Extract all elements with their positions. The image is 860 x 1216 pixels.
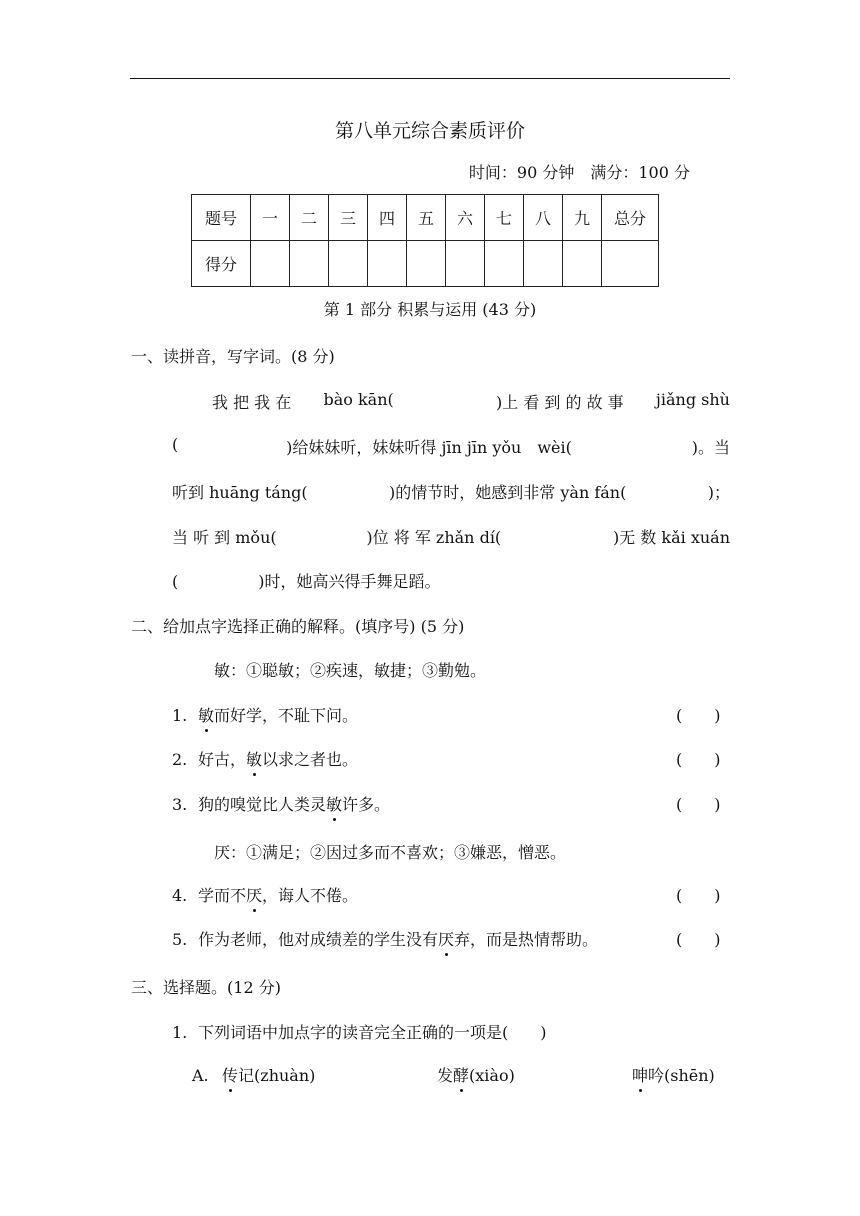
passage-text: jiǎng shù xyxy=(655,390,730,409)
definition-char: 厌： xyxy=(214,843,247,862)
question-text: 弃，而是热情帮助。 xyxy=(454,930,599,949)
dotted-char: 酵 xyxy=(453,1063,469,1086)
section-title: 三、选择题。 xyxy=(131,978,228,997)
passage-text: 听到 huāng táng( xyxy=(172,483,308,502)
definition-line xyxy=(214,658,486,681)
score-input-cell[interactable] xyxy=(485,241,524,287)
score-cell: 二 xyxy=(290,195,329,241)
passage-text: )无 数 kǎi xuán xyxy=(612,528,730,547)
dotted-char: 厌 xyxy=(246,883,262,906)
answer-blank[interactable]: ( ) xyxy=(676,930,721,949)
option-a[interactable] xyxy=(192,1063,315,1086)
score-input-cell[interactable] xyxy=(446,241,485,287)
score-input-cell[interactable] xyxy=(368,241,407,287)
passage-text: )； xyxy=(707,483,730,502)
dotted-char: 敏 xyxy=(326,792,342,815)
question-number: 3. xyxy=(172,795,188,814)
question-text: 作为老师，他对成绩差的学生没有 xyxy=(198,930,439,949)
passage-text: )时，她高兴得手舞足蹈。 xyxy=(258,572,441,591)
definition-text: ①满足；②因过多而不喜欢；③嫌恶，憎恶。 xyxy=(246,843,567,862)
part-heading: 第 1 部分 积累与运用 (43 分) xyxy=(323,300,537,319)
passage-line xyxy=(172,435,730,458)
question-text: 许多。 xyxy=(342,795,391,814)
section-points: (8 分) xyxy=(291,347,335,366)
option-label: A. xyxy=(192,1066,209,1085)
score-input-cell[interactable] xyxy=(602,241,659,287)
score-input-cell[interactable] xyxy=(563,241,602,287)
passage-line xyxy=(172,569,441,592)
option-word: 发 xyxy=(437,1066,454,1085)
section3-heading xyxy=(131,975,281,998)
question-number: 4. xyxy=(172,886,188,905)
answer-blank[interactable]: ( ) xyxy=(676,795,721,814)
score-cell: 九 xyxy=(563,195,602,241)
question-text: 学而不 xyxy=(198,886,247,905)
dotted-char: 敏 xyxy=(198,703,214,726)
score-input-cell[interactable] xyxy=(329,241,368,287)
score-cell: 四 xyxy=(368,195,407,241)
exam-meta: 时间：90 分钟 满分：100 分 xyxy=(468,163,690,182)
passage-text: )给妹妹听，妹妹听得 jīn jīn yǒu wèi( xyxy=(286,438,572,457)
question-text: 好古， xyxy=(198,750,247,769)
passage-text: 当 听 到 mǒu( xyxy=(172,528,277,547)
passage-text: )上 看 到 的 故 事 xyxy=(495,393,624,412)
passage-line xyxy=(172,525,730,548)
score-input-cell[interactable] xyxy=(251,241,290,287)
section-points: (12 分) xyxy=(227,978,281,997)
question-text: ，诲人不倦。 xyxy=(262,886,359,905)
question-number: 2. xyxy=(172,750,188,769)
dotted-char: 呻 xyxy=(632,1063,648,1086)
passage-text: 我 把 我 在 xyxy=(212,393,292,412)
top-rule xyxy=(130,78,730,79)
section1-heading xyxy=(131,344,335,367)
question-number: 1. xyxy=(172,1023,188,1042)
passage-text: )。当 xyxy=(691,438,730,457)
section2-heading xyxy=(131,614,464,637)
option-word: 记(zhuàn) xyxy=(238,1066,316,1085)
question-item xyxy=(172,883,358,906)
passage-text: )位 将 军 zhǎn dí( xyxy=(366,528,502,547)
section-points: (填序号) (5 分) xyxy=(355,617,465,636)
question-number: 5. xyxy=(172,930,188,949)
page-title: 第八单元综合素质评价 xyxy=(334,120,525,142)
definition-line xyxy=(214,840,566,863)
question-item xyxy=(172,747,358,770)
score-table-score-row xyxy=(192,241,659,287)
passage-line xyxy=(172,480,730,503)
dotted-char: 传 xyxy=(222,1063,238,1086)
score-cell: 一 xyxy=(251,195,290,241)
option-word: (xiào) xyxy=(469,1066,515,1085)
answer-blank[interactable]: ( ) xyxy=(676,706,721,725)
section-title: 二、给加点字选择正确的解释。 xyxy=(131,617,356,636)
score-input-cell[interactable] xyxy=(290,241,329,287)
score-cell: 七 xyxy=(485,195,524,241)
passage-line xyxy=(172,390,730,413)
passage-text: ( xyxy=(172,572,179,591)
question-number: 1. xyxy=(172,706,188,725)
question-text: 以求之者也。 xyxy=(262,750,359,769)
dotted-char: 敏 xyxy=(246,747,262,770)
question-text: 下列词语中加点字的读音完全正确的一项是( ) xyxy=(198,1023,547,1042)
question-item xyxy=(172,792,390,815)
definition-char: 敏： xyxy=(214,661,247,680)
passage-text: ( xyxy=(172,435,179,454)
question-text: 狗的嗅觉比人类灵 xyxy=(198,795,327,814)
score-cell: 六 xyxy=(446,195,485,241)
answer-blank[interactable]: ( ) xyxy=(676,886,721,905)
definition-text: ①聪敏；②疾速，敏捷；③勤勉。 xyxy=(246,661,487,680)
score-label: 得分 xyxy=(192,241,251,287)
score-table-header-row xyxy=(192,195,659,241)
score-input-cell[interactable] xyxy=(524,241,563,287)
option-a-word2 xyxy=(437,1063,515,1086)
score-cell: 五 xyxy=(407,195,446,241)
question-item xyxy=(172,703,358,726)
option-a-word3 xyxy=(632,1063,715,1086)
answer-blank[interactable]: ( ) xyxy=(676,750,721,769)
section-title: 一、读拼音，写字词。 xyxy=(131,347,292,366)
score-cell: 三 xyxy=(329,195,368,241)
passage-text: )的情节时，她感到非常 yàn fán( xyxy=(389,483,627,502)
score-cell: 题号 xyxy=(192,195,251,241)
score-table xyxy=(191,194,659,287)
option-word: 吟(shēn) xyxy=(648,1066,715,1085)
score-input-cell[interactable] xyxy=(407,241,446,287)
score-cell: 八 xyxy=(524,195,563,241)
question-item xyxy=(172,927,598,950)
question-item xyxy=(172,1020,547,1043)
passage-text: bào kān( xyxy=(323,390,394,409)
score-cell: 总分 xyxy=(602,195,659,241)
dotted-char: 厌 xyxy=(438,927,454,950)
question-text: 而好学，不耻下问。 xyxy=(214,706,359,725)
